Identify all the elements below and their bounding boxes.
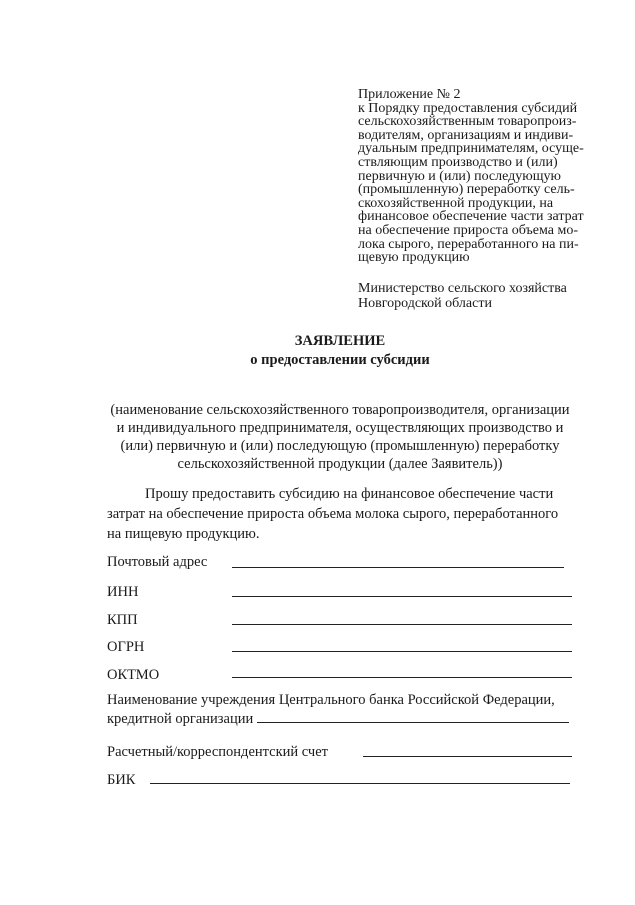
bik-blank[interactable] — [150, 783, 570, 784]
title-subheading: о предоставлении субсидии — [250, 352, 430, 368]
appendix-line: сельскохозяйственным товаропроиз- — [358, 114, 577, 130]
oktmo-label: ОКТМО — [107, 667, 160, 683]
appendix-line: водителям, организациям и индиви- — [358, 127, 574, 143]
addressee-line: Новгородской области — [358, 296, 492, 311]
appendix-line: лока сырого, переработанного на пи- — [358, 236, 579, 252]
appendix-line: щевую продукцию — [358, 250, 470, 266]
appendix-line: на обеспечение прироста объема мо- — [358, 222, 579, 238]
appendix-header — [358, 88, 608, 265]
postal-address-label: Почтовый адрес — [107, 554, 208, 570]
account-label: Расчетный/корреспондентский счет — [107, 744, 328, 760]
oktmo-blank[interactable] — [232, 677, 572, 678]
request-paragraph — [107, 484, 587, 544]
applicant-caption — [90, 401, 590, 473]
appendix-line: Приложение № 2 — [358, 87, 461, 102]
kpp-blank[interactable] — [232, 624, 572, 625]
addressee-block — [358, 281, 608, 311]
addressee-line: Министерство сельского хозяйства — [358, 281, 567, 296]
caption-line: сельскохозяйственной продукции (далее Заявитель)) — [177, 456, 503, 472]
ogrn-label: ОГРН — [107, 639, 145, 655]
credit-org-blank[interactable] — [257, 722, 569, 723]
caption-line: (наименование сельскохозяйственного товаропроизводителя, организации — [110, 402, 570, 418]
credit-org-label: кредитной организации — [107, 711, 254, 727]
appendix-line: финансовое обеспечение части затрат — [358, 209, 584, 225]
request-line: затрат на обеспечение прироста объема молока сырого, переработанного — [107, 506, 559, 522]
kpp-label: КПП — [107, 612, 138, 628]
caption-line: и индивидуального предпринимателя, осуществляющих производство и — [116, 420, 564, 436]
ogrn-blank[interactable] — [232, 651, 572, 652]
appendix-line: к Порядку предоставления субсидий — [358, 100, 578, 116]
inn-blank[interactable] — [232, 596, 572, 597]
request-line: на пищевую продукцию. — [107, 526, 260, 542]
appendix-line: скохозяйственной продукции, на — [358, 195, 554, 211]
appendix-line: (промышленную) переработку сель- — [358, 182, 575, 198]
request-line: Прошу предоставить субсидию на финансовое обеспечение части — [145, 486, 554, 502]
postal-address-blank[interactable] — [232, 567, 564, 568]
appendix-line: дуальным предпринимателям, осуще- — [358, 141, 584, 157]
caption-line: (или) первичную и (или) последующую (промышленную) переработку — [120, 438, 560, 454]
appendix-line: ствляющим производство и (или) — [358, 154, 558, 170]
bik-label: БИК — [107, 772, 136, 788]
title-heading: ЗАЯВЛЕНИЕ — [294, 333, 386, 349]
bank-name-label: Наименование учреждения Центрального банка Российской Федерации, — [107, 692, 555, 708]
account-blank[interactable] — [363, 756, 572, 757]
inn-label: ИНН — [107, 584, 139, 600]
document-title — [0, 332, 635, 370]
appendix-line: первичную и (или) последующую — [358, 168, 561, 184]
